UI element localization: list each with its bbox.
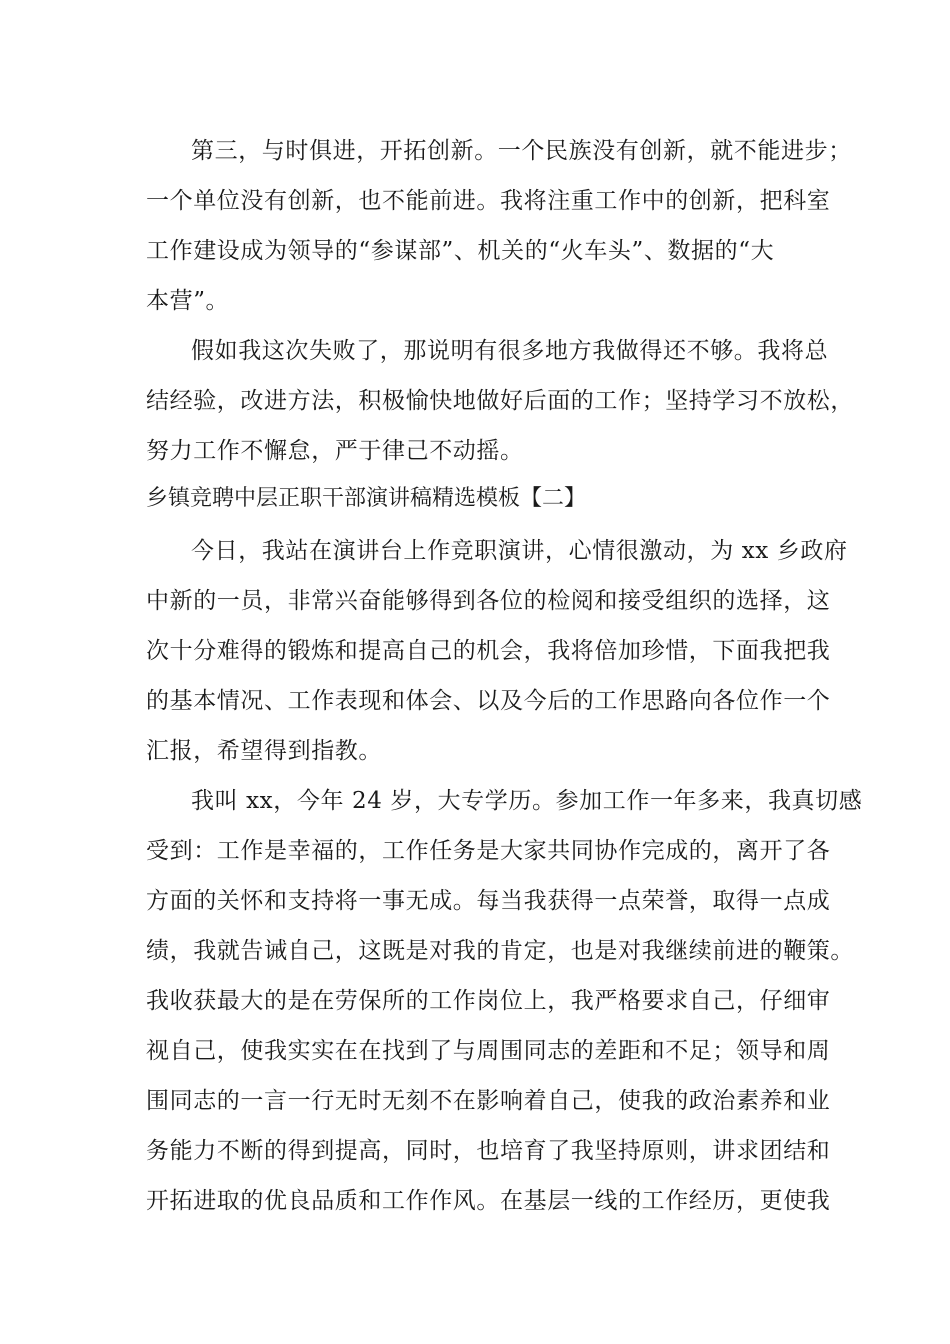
paragraph-line: 绩，我就告诫自己，这既是对我的肯定，也是对我继续前进的鞭策。 (146, 938, 854, 964)
section-title: 乡镇竞聘中层正职干部演讲稿精选模板【二】 (146, 486, 587, 511)
paragraph-line: 本营”。 (146, 288, 230, 314)
paragraph-line: 一个单位没有创新，也不能前进。我将注重工作中的创新，把科室 (146, 188, 831, 214)
paragraph-line: 汇报，希望得到指教。 (146, 738, 382, 764)
paragraph-line: 开拓进取的优良品质和工作作风。在基层一线的工作经历，更使我 (146, 1188, 831, 1214)
paragraph-line: 方面的关怀和支持将一事无成。每当我获得一点荣誉，取得一点成 (146, 888, 831, 914)
paragraph-line: 第三，与时俱进，开拓创新。一个民族没有创新，就不能进步； (191, 138, 852, 164)
paragraph-line: 围同志的一言一行无时无刻不在影响着自己，使我的政治素养和业 (146, 1088, 831, 1114)
paragraph-line: 视自己，使我实实在在找到了与周围同志的差距和不足；领导和周 (146, 1038, 831, 1064)
paragraph-line: 我收获最大的是在劳保所的工作岗位上，我严格要求自己，仔细审 (146, 988, 831, 1014)
paragraph-line: 今日，我站在演讲台上作竞职演讲，心情很激动，为 xx 乡政府 (191, 538, 848, 564)
paragraph-line: 务能力不断的得到提高，同时，也培育了我坚持原则，讲求团结和 (146, 1138, 831, 1164)
paragraph-line: 努力工作不懈怠，严于律己不动摇。 (146, 438, 524, 464)
paragraph-line: 中新的一员，非常兴奋能够得到各位的检阅和接受组织的选择，这 (146, 588, 831, 614)
paragraph-line: 结经验，改进方法，积极愉快地做好后面的工作；坚持学习不放松， (146, 388, 854, 414)
paragraph-line: 受到：工作是幸福的，工作任务是大家共同协作完成的，离开了各 (146, 838, 831, 864)
paragraph-line: 次十分难得的锻炼和提高自己的机会，我将倍加珍惜，下面我把我 (146, 638, 831, 664)
paragraph-line: 工作建设成为领导的“参谋部”、机关的“火车头”、数据的“大 (146, 238, 775, 264)
paragraph-line: 假如我这次失败了，那说明有很多地方我做得还不够。我将总 (191, 338, 829, 364)
paragraph-line: 的基本情况、工作表现和体会、以及今后的工作思路向各位作一个 (146, 688, 831, 714)
paragraph-line: 我叫 xx，今年 24 岁，大专学历。参加工作一年多来，我真切感 (191, 788, 863, 814)
